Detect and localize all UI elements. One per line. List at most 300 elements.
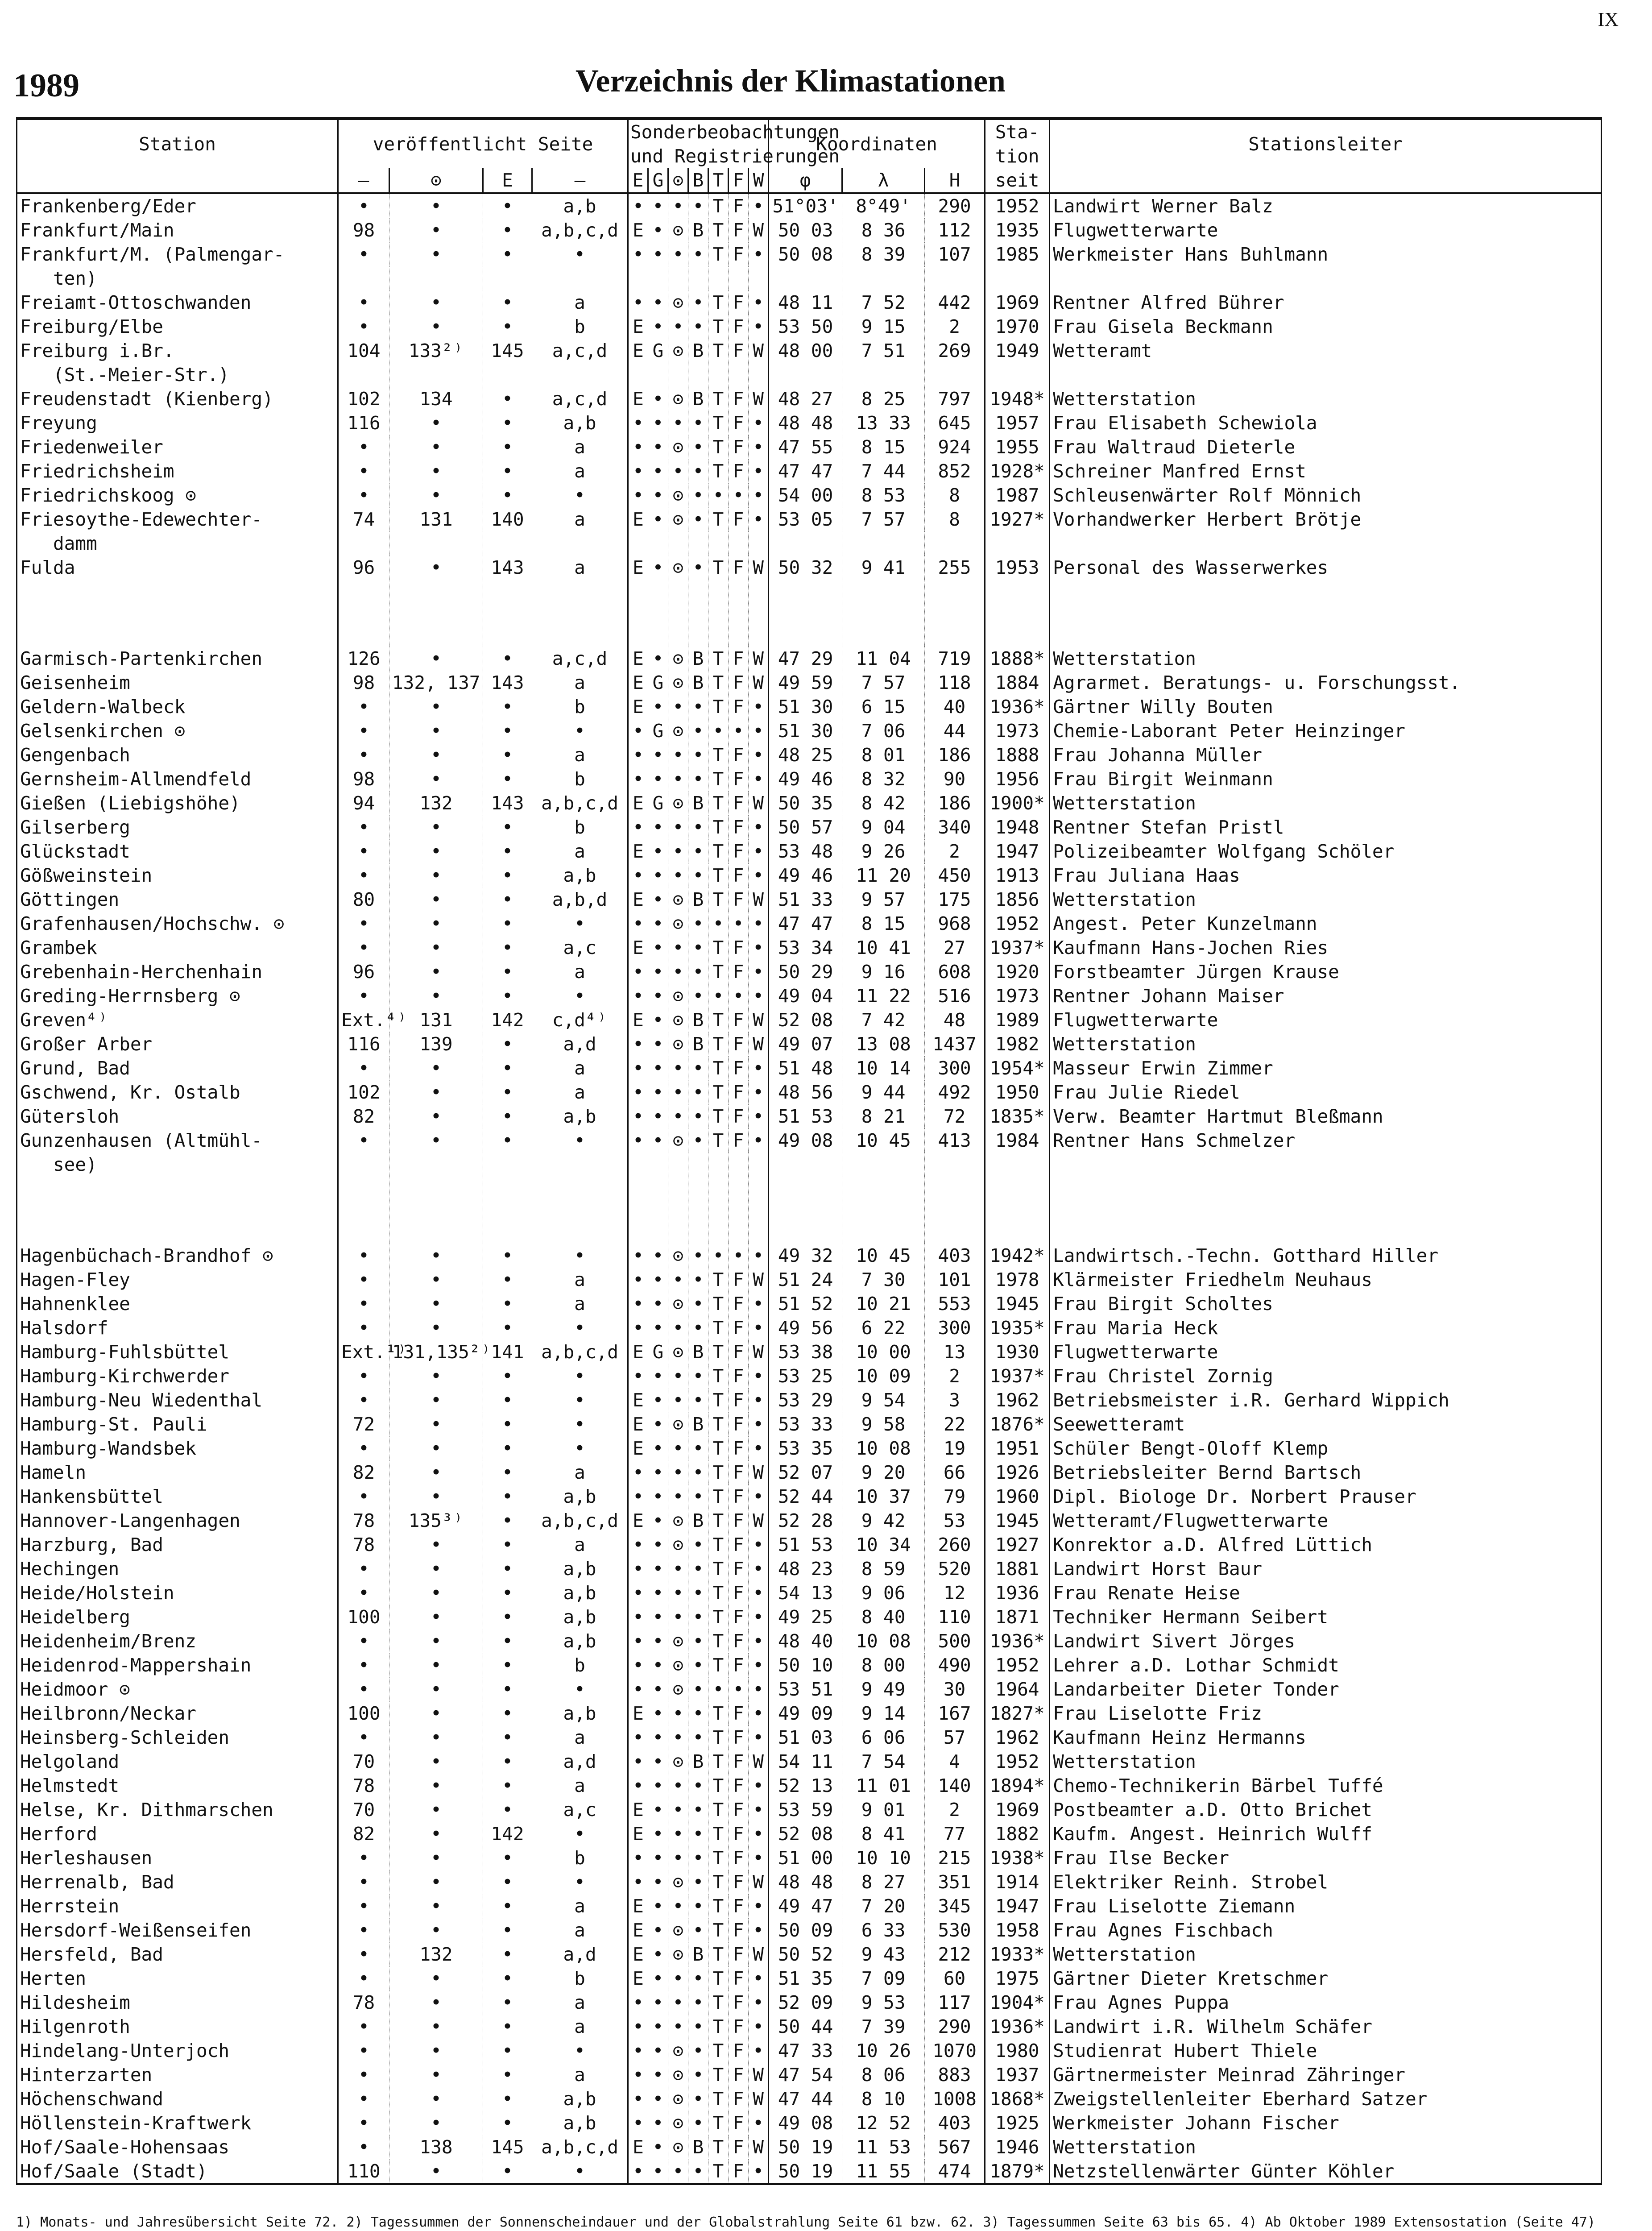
cell-lon: 8 00 <box>842 1653 925 1677</box>
table-row <box>17 435 1602 459</box>
cell-since: 1888* <box>985 647 1050 671</box>
cell-lat: 47 29 <box>769 647 842 671</box>
header-height: H <box>925 168 985 193</box>
cell-sp-b: • <box>688 1725 708 1750</box>
cell-pub-dash2: b <box>532 815 628 839</box>
cell-station: Greding-Herrnsberg ⊙ <box>17 984 338 1008</box>
cell-lon: 10 37 <box>842 1485 925 1509</box>
cell-height <box>925 580 985 647</box>
table-row <box>17 1485 1602 1509</box>
cell-sp-g: • <box>648 1725 668 1750</box>
table-row <box>17 1412 1602 1436</box>
table-row <box>17 1822 1602 1846</box>
cell-pub-e: • <box>483 863 532 887</box>
cell-sp-circle: ⊙ <box>668 290 688 315</box>
cell-pub-dash: 78 <box>338 1533 389 1557</box>
cell-sp-circle: • <box>668 1605 688 1629</box>
cell-pub-circle: • <box>389 1725 483 1750</box>
cell-station: Hamburg-Kirchwerder <box>17 1364 338 1388</box>
cell-sp-t: T <box>708 1990 729 2015</box>
cell-pub-dash2: a,b,d <box>532 887 628 912</box>
cell-pub-circle: 131 <box>389 1008 483 1032</box>
cell-sp-g: • <box>648 1268 668 1292</box>
cell-sp-g <box>648 363 668 387</box>
cell-sp-f: F <box>729 290 749 315</box>
cell-sp-f: F <box>729 743 749 767</box>
cell-pub-e: • <box>483 1774 532 1798</box>
cell-lon: 10 08 <box>842 1436 925 1460</box>
table-row <box>17 1581 1602 1605</box>
cell-lat <box>769 363 842 387</box>
cell-lon: 10 45 <box>842 1128 925 1153</box>
cell-sp-e: E <box>628 387 648 411</box>
cell-sp-g: • <box>648 887 668 912</box>
cell-pub-dash2: a <box>532 1774 628 1798</box>
cell-pub-circle: • <box>389 1870 483 1894</box>
cell-sp-e: • <box>628 1364 648 1388</box>
cell-sp-t: T <box>708 1725 729 1750</box>
cell-since: 1894* <box>985 1774 1050 1798</box>
table-row <box>17 1177 1602 1244</box>
cell-sp-e <box>628 1177 648 1244</box>
cell-manager: Dipl. Biologe Dr. Norbert Prauser <box>1050 1485 1602 1509</box>
cell-pub-dash: • <box>338 1056 389 1080</box>
cell-manager: Frau Gisela Beckmann <box>1050 315 1602 339</box>
cell-sp-w: • <box>749 242 769 266</box>
cell-height: 186 <box>925 743 985 767</box>
cell-pub-dash: • <box>338 743 389 767</box>
cell-pub-e: • <box>483 1056 532 1080</box>
header-coordinates: Koordinaten <box>769 119 985 169</box>
header-published-page: veröffentlicht Seite <box>338 119 628 169</box>
table-row <box>17 1894 1602 1918</box>
cell-station: Grebenhain-Herchenhain <box>17 960 338 984</box>
cell-height: 500 <box>925 1629 985 1653</box>
cell-pub-dash2: • <box>532 2039 628 2063</box>
cell-manager: Seewetteramt <box>1050 1412 1602 1436</box>
cell-manager: Studienrat Hubert Thiele <box>1050 2039 1602 2063</box>
cell-station: Helse, Kr. Dithmarschen <box>17 1798 338 1822</box>
cell-manager: Landwirtsch.-Techn. Gotthard Hiller <box>1050 1244 1602 1268</box>
cell-pub-dash: • <box>338 2111 389 2135</box>
cell-sp-g: • <box>648 1436 668 1460</box>
cell-sp-t: T <box>708 1104 729 1128</box>
cell-sp-w: W <box>749 1032 769 1056</box>
cell-station: Hersfeld, Bad <box>17 1942 338 1966</box>
cell-since: 1975 <box>985 1966 1050 1990</box>
cell-lon: 11 01 <box>842 1774 925 1798</box>
cell-sp-circle: • <box>668 960 688 984</box>
cell-sp-circle: • <box>668 193 688 218</box>
cell-pub-e: • <box>483 387 532 411</box>
cell-sp-e: • <box>628 1533 648 1557</box>
cell-sp-f: F <box>729 1485 749 1509</box>
cell-since: 1989 <box>985 1008 1050 1032</box>
cell-pub-e: • <box>483 483 532 507</box>
cell-pub-dash: 126 <box>338 647 389 671</box>
cell-station: Herrenalb, Bad <box>17 1870 338 1894</box>
cell-pub-e: 145 <box>483 339 532 363</box>
cell-since: 1888 <box>985 743 1050 767</box>
cell-pub-dash: • <box>338 1918 389 1942</box>
cell-lon: 10 26 <box>842 2039 925 2063</box>
table-row <box>17 1798 1602 1822</box>
cell-pub-e: • <box>483 960 532 984</box>
cell-sp-w: • <box>749 1774 769 1798</box>
cell-sp-b: • <box>688 1316 708 1340</box>
cell-sp-e: • <box>628 411 648 435</box>
cell-height: 19 <box>925 1436 985 1460</box>
cell-sp-circle: • <box>668 767 688 791</box>
cell-lon: 9 58 <box>842 1412 925 1436</box>
cell-sp-f: F <box>729 411 749 435</box>
cell-sp-b: • <box>688 1629 708 1653</box>
cell-sp-t: T <box>708 387 729 411</box>
cell-pub-dash2: a,b,c,d <box>532 218 628 242</box>
cell-sp-t: • <box>708 984 729 1008</box>
cell-lat: 50 19 <box>769 2159 842 2184</box>
cell-sp-w: • <box>749 1701 769 1725</box>
table-row <box>17 1653 1602 1677</box>
cell-sp-e: • <box>628 1581 648 1605</box>
cell-sp-b: • <box>688 1388 708 1412</box>
cell-sp-g: • <box>648 1653 668 1677</box>
cell-sp-circle: ⊙ <box>668 483 688 507</box>
cell-since: 1969 <box>985 1798 1050 1822</box>
cell-pub-dash: • <box>338 1653 389 1677</box>
cell-pub-dash: 102 <box>338 1080 389 1104</box>
cell-sp-b: B <box>688 1750 708 1774</box>
cell-sp-b: • <box>688 743 708 767</box>
table-row <box>17 1080 1602 1104</box>
cell-lat: 50 32 <box>769 556 842 580</box>
cell-sp-f: F <box>729 1846 749 1870</box>
cell-since: 1927* <box>985 507 1050 531</box>
cell-height: 567 <box>925 2135 985 2159</box>
cell-lat: 51°03' <box>769 193 842 218</box>
cell-sp-b: • <box>688 1677 708 1701</box>
cell-pub-dash <box>338 363 389 387</box>
cell-since: 1936* <box>985 2015 1050 2039</box>
cell-sp-f: F <box>729 815 749 839</box>
cell-sp-w: • <box>749 839 769 863</box>
cell-sp-g: • <box>648 1846 668 1870</box>
cell-sp-circle: • <box>668 1388 688 1412</box>
cell-lon: 7 42 <box>842 1008 925 1032</box>
cell-pub-dash: 96 <box>338 960 389 984</box>
cell-lon: 10 09 <box>842 1364 925 1388</box>
cell-pub-e: 142 <box>483 1822 532 1846</box>
cell-pub-dash: • <box>338 1942 389 1966</box>
cell-manager: Betriebsmeister i.R. Gerhard Wippich <box>1050 1388 1602 1412</box>
cell-sp-b: • <box>688 290 708 315</box>
cell-station: Heidenrod-Mappershain <box>17 1653 338 1677</box>
cell-pub-circle: 135³⁾ <box>389 1509 483 1533</box>
cell-sp-f: F <box>729 1460 749 1485</box>
cell-sp-e: E <box>628 936 648 960</box>
cell-sp-t: T <box>708 767 729 791</box>
cell-lon: 9 43 <box>842 1942 925 1966</box>
cell-pub-circle: • <box>389 1629 483 1653</box>
cell-sp-t: T <box>708 1870 729 1894</box>
cell-sp-w: W <box>749 2087 769 2111</box>
cell-sp-circle <box>668 1177 688 1244</box>
cell-sp-f: F <box>729 1104 749 1128</box>
cell-sp-w: • <box>749 1104 769 1128</box>
cell-sp-g <box>648 531 668 556</box>
cell-manager: Frau Johanna Müller <box>1050 743 1602 767</box>
cell-pub-e: • <box>483 743 532 767</box>
cell-pub-dash: 74 <box>338 507 389 531</box>
cell-pub-circle <box>389 266 483 290</box>
cell-sp-t: T <box>708 960 729 984</box>
cell-sp-g: • <box>648 815 668 839</box>
cell-pub-dash2: • <box>532 242 628 266</box>
cell-pub-e: • <box>483 218 532 242</box>
cell-manager: Schleusenwärter Rolf Mönnich <box>1050 483 1602 507</box>
cell-pub-dash2: • <box>532 1388 628 1412</box>
cell-lat: 50 08 <box>769 242 842 266</box>
cell-sp-e: E <box>628 1388 648 1412</box>
cell-sp-f: F <box>729 1292 749 1316</box>
cell-sp-t: T <box>708 1918 729 1942</box>
cell-manager: Gärtner Willy Bouten <box>1050 695 1602 719</box>
cell-height: 72 <box>925 1104 985 1128</box>
cell-pub-dash2: • <box>532 2159 628 2184</box>
cell-lon: 11 04 <box>842 647 925 671</box>
cell-since: 1927 <box>985 1533 1050 1557</box>
cell-lat: 54 13 <box>769 1581 842 1605</box>
cell-sp-b <box>688 531 708 556</box>
cell-pub-circle: • <box>389 1557 483 1581</box>
cell-sp-f: F <box>729 1942 749 1966</box>
cell-pub-dash: 98 <box>338 767 389 791</box>
cell-sp-circle: • <box>668 1436 688 1460</box>
cell-pub-e: • <box>483 2159 532 2184</box>
cell-station: Friedrichsheim <box>17 459 338 483</box>
table-row <box>17 459 1602 483</box>
cell-since: 1964 <box>985 1677 1050 1701</box>
cell-pub-circle: 134 <box>389 387 483 411</box>
cell-since: 1928* <box>985 459 1050 483</box>
cell-sp-w: • <box>749 459 769 483</box>
cell-pub-circle: • <box>389 1244 483 1268</box>
cell-lat: 47 33 <box>769 2039 842 2063</box>
cell-sp-e: • <box>628 1750 648 1774</box>
cell-sp-t: T <box>708 507 729 531</box>
cell-sp-f: F <box>729 1605 749 1629</box>
cell-lon: 11 20 <box>842 863 925 887</box>
cell-pub-dash2: a <box>532 435 628 459</box>
cell-sp-t: T <box>708 1268 729 1292</box>
cell-sp-g: • <box>648 2159 668 2184</box>
cell-sp-e: E <box>628 1436 648 1460</box>
cell-height: 351 <box>925 1870 985 1894</box>
cell-pub-dash2: a,c <box>532 936 628 960</box>
page-title: Verzeichnis der Klimastationen <box>576 63 1006 99</box>
cell-lon: 10 00 <box>842 1340 925 1364</box>
cell-pub-circle <box>389 531 483 556</box>
cell-station: Gschwend, Kr. Ostalb <box>17 1080 338 1104</box>
cell-sp-t: T <box>708 1340 729 1364</box>
cell-station: Hagenbüchach-Brandhof ⊙ <box>17 1244 338 1268</box>
cell-sp-b: • <box>688 411 708 435</box>
cell-lon: 8 06 <box>842 2063 925 2087</box>
cell-sp-g: • <box>648 1364 668 1388</box>
cell-sp-w <box>749 1153 769 1177</box>
cell-manager: Landwirt Horst Baur <box>1050 1557 1602 1581</box>
cell-sp-e: • <box>628 1316 648 1340</box>
cell-sp-t: T <box>708 1080 729 1104</box>
cell-lon: 9 04 <box>842 815 925 839</box>
cell-station: Hahnenklee <box>17 1292 338 1316</box>
cell-sp-t: T <box>708 1364 729 1388</box>
cell-manager: Frau Ilse Becker <box>1050 1846 1602 1870</box>
cell-station: Hamburg-Fuhlsbüttel <box>17 1340 338 1364</box>
cell-sp-g: • <box>648 1605 668 1629</box>
header-special-w: W <box>749 168 769 193</box>
cell-sp-g: • <box>648 1080 668 1104</box>
cell-since: 1969 <box>985 290 1050 315</box>
header-special-e: E <box>628 168 648 193</box>
cell-manager: Werkmeister Hans Buhlmann <box>1050 242 1602 266</box>
cell-sp-e: E <box>628 2135 648 2159</box>
cell-pub-dash: 82 <box>338 1822 389 1846</box>
cell-station: Halsdorf <box>17 1316 338 1340</box>
cell-sp-t: T <box>708 2015 729 2039</box>
cell-sp-circle: • <box>668 1460 688 1485</box>
cell-sp-e <box>628 1153 648 1177</box>
cell-pub-e: • <box>483 2015 532 2039</box>
cell-lat: 48 40 <box>769 1629 842 1653</box>
cell-manager: Wetterstation <box>1050 1032 1602 1056</box>
cell-lat: 51 00 <box>769 1846 842 1870</box>
table-row <box>17 1677 1602 1701</box>
cell-sp-f: F <box>729 1412 749 1436</box>
cell-pub-circle <box>389 580 483 647</box>
cell-sp-b: • <box>688 839 708 863</box>
cell-since: 1960 <box>985 1485 1050 1509</box>
cell-sp-g: • <box>648 483 668 507</box>
cell-pub-circle: 132, 137 <box>389 671 483 695</box>
cell-pub-circle: • <box>389 1080 483 1104</box>
cell-sp-w: • <box>749 1412 769 1436</box>
cell-sp-e: • <box>628 2159 648 2184</box>
cell-since: 1980 <box>985 2039 1050 2063</box>
cell-sp-circle: ⊙ <box>668 1412 688 1436</box>
cell-pub-dash: 100 <box>338 1701 389 1725</box>
cell-lon: 6 15 <box>842 695 925 719</box>
table-row <box>17 1128 1602 1153</box>
cell-pub-dash2: a,c,d <box>532 387 628 411</box>
cell-lat: 49 08 <box>769 2111 842 2135</box>
cell-pub-dash: • <box>338 1268 389 1292</box>
table-row <box>17 1750 1602 1774</box>
cell-pub-dash2: a,b <box>532 1605 628 1629</box>
cell-lon: 10 34 <box>842 1533 925 1557</box>
table-row <box>17 1701 1602 1725</box>
cell-station: Heilbronn/Neckar <box>17 1701 338 1725</box>
cell-sp-t: T <box>708 1316 729 1340</box>
cell-height: 53 <box>925 1509 985 1533</box>
cell-sp-g: • <box>648 507 668 531</box>
cell-pub-dash2 <box>532 363 628 387</box>
cell-sp-circle: ⊙ <box>668 1918 688 1942</box>
cell-sp-t: T <box>708 1581 729 1605</box>
cell-sp-e: • <box>628 1460 648 1485</box>
cell-sp-w: W <box>749 1008 769 1032</box>
cell-since: 1948* <box>985 387 1050 411</box>
cell-sp-circle: ⊙ <box>668 1870 688 1894</box>
cell-sp-b: B <box>688 1008 708 1032</box>
cell-manager: Frau Elisabeth Schewiola <box>1050 411 1602 435</box>
cell-pub-circle: • <box>389 1894 483 1918</box>
cell-pub-e: • <box>483 459 532 483</box>
cell-pub-dash2: a <box>532 671 628 695</box>
cell-sp-b: • <box>688 1557 708 1581</box>
cell-pub-e: • <box>483 2039 532 2063</box>
cell-sp-w: W <box>749 1942 769 1966</box>
cell-sp-w <box>749 266 769 290</box>
cell-pub-dash: • <box>338 912 389 936</box>
cell-sp-g: • <box>648 2063 668 2087</box>
cell-station: Geldern-Walbeck <box>17 695 338 719</box>
cell-sp-g: • <box>648 387 668 411</box>
cell-height: 553 <box>925 1292 985 1316</box>
cell-sp-b: • <box>688 1128 708 1153</box>
cell-sp-f: F <box>729 1870 749 1894</box>
cell-sp-b: • <box>688 960 708 984</box>
cell-sp-circle: • <box>668 459 688 483</box>
cell-station: Herrstein <box>17 1894 338 1918</box>
cell-sp-b: • <box>688 863 708 887</box>
cell-lon: 6 06 <box>842 1725 925 1750</box>
cell-since: 1827* <box>985 1701 1050 1725</box>
cell-sp-e: • <box>628 1870 648 1894</box>
cell-sp-w: • <box>749 767 769 791</box>
cell-station: Harzburg, Bad <box>17 1533 338 1557</box>
cell-pub-e: • <box>483 1870 532 1894</box>
cell-pub-e: • <box>483 1653 532 1677</box>
cell-pub-circle: 138 <box>389 2135 483 2159</box>
cell-lon: 7 06 <box>842 719 925 743</box>
cell-sp-t: T <box>708 1605 729 1629</box>
cell-pub-e <box>483 531 532 556</box>
cell-sp-w: • <box>749 1798 769 1822</box>
cell-height: 117 <box>925 1990 985 2015</box>
cell-pub-circle: • <box>389 767 483 791</box>
cell-sp-circle: • <box>668 1894 688 1918</box>
cell-sp-b: • <box>688 2015 708 2039</box>
cell-sp-b: • <box>688 435 708 459</box>
cell-sp-g: • <box>648 1942 668 1966</box>
table-row <box>17 2135 1602 2159</box>
cell-height: 12 <box>925 1581 985 1605</box>
cell-sp-b: • <box>688 2063 708 2087</box>
cell-pub-dash: 78 <box>338 1774 389 1798</box>
cell-pub-circle: • <box>389 743 483 767</box>
cell-lat: 51 24 <box>769 1268 842 1292</box>
cell-pub-dash2: a <box>532 1990 628 2015</box>
cell-station: Gunzenhausen (Altmühl- <box>17 1128 338 1153</box>
cell-lon: 7 57 <box>842 507 925 531</box>
cell-sp-f: F <box>729 671 749 695</box>
cell-pub-circle: • <box>389 1056 483 1080</box>
cell-lat: 50 29 <box>769 960 842 984</box>
cell-sp-f: F <box>729 315 749 339</box>
cell-lon: 7 09 <box>842 1966 925 1990</box>
cell-station: Heidmoor ⊙ <box>17 1677 338 1701</box>
